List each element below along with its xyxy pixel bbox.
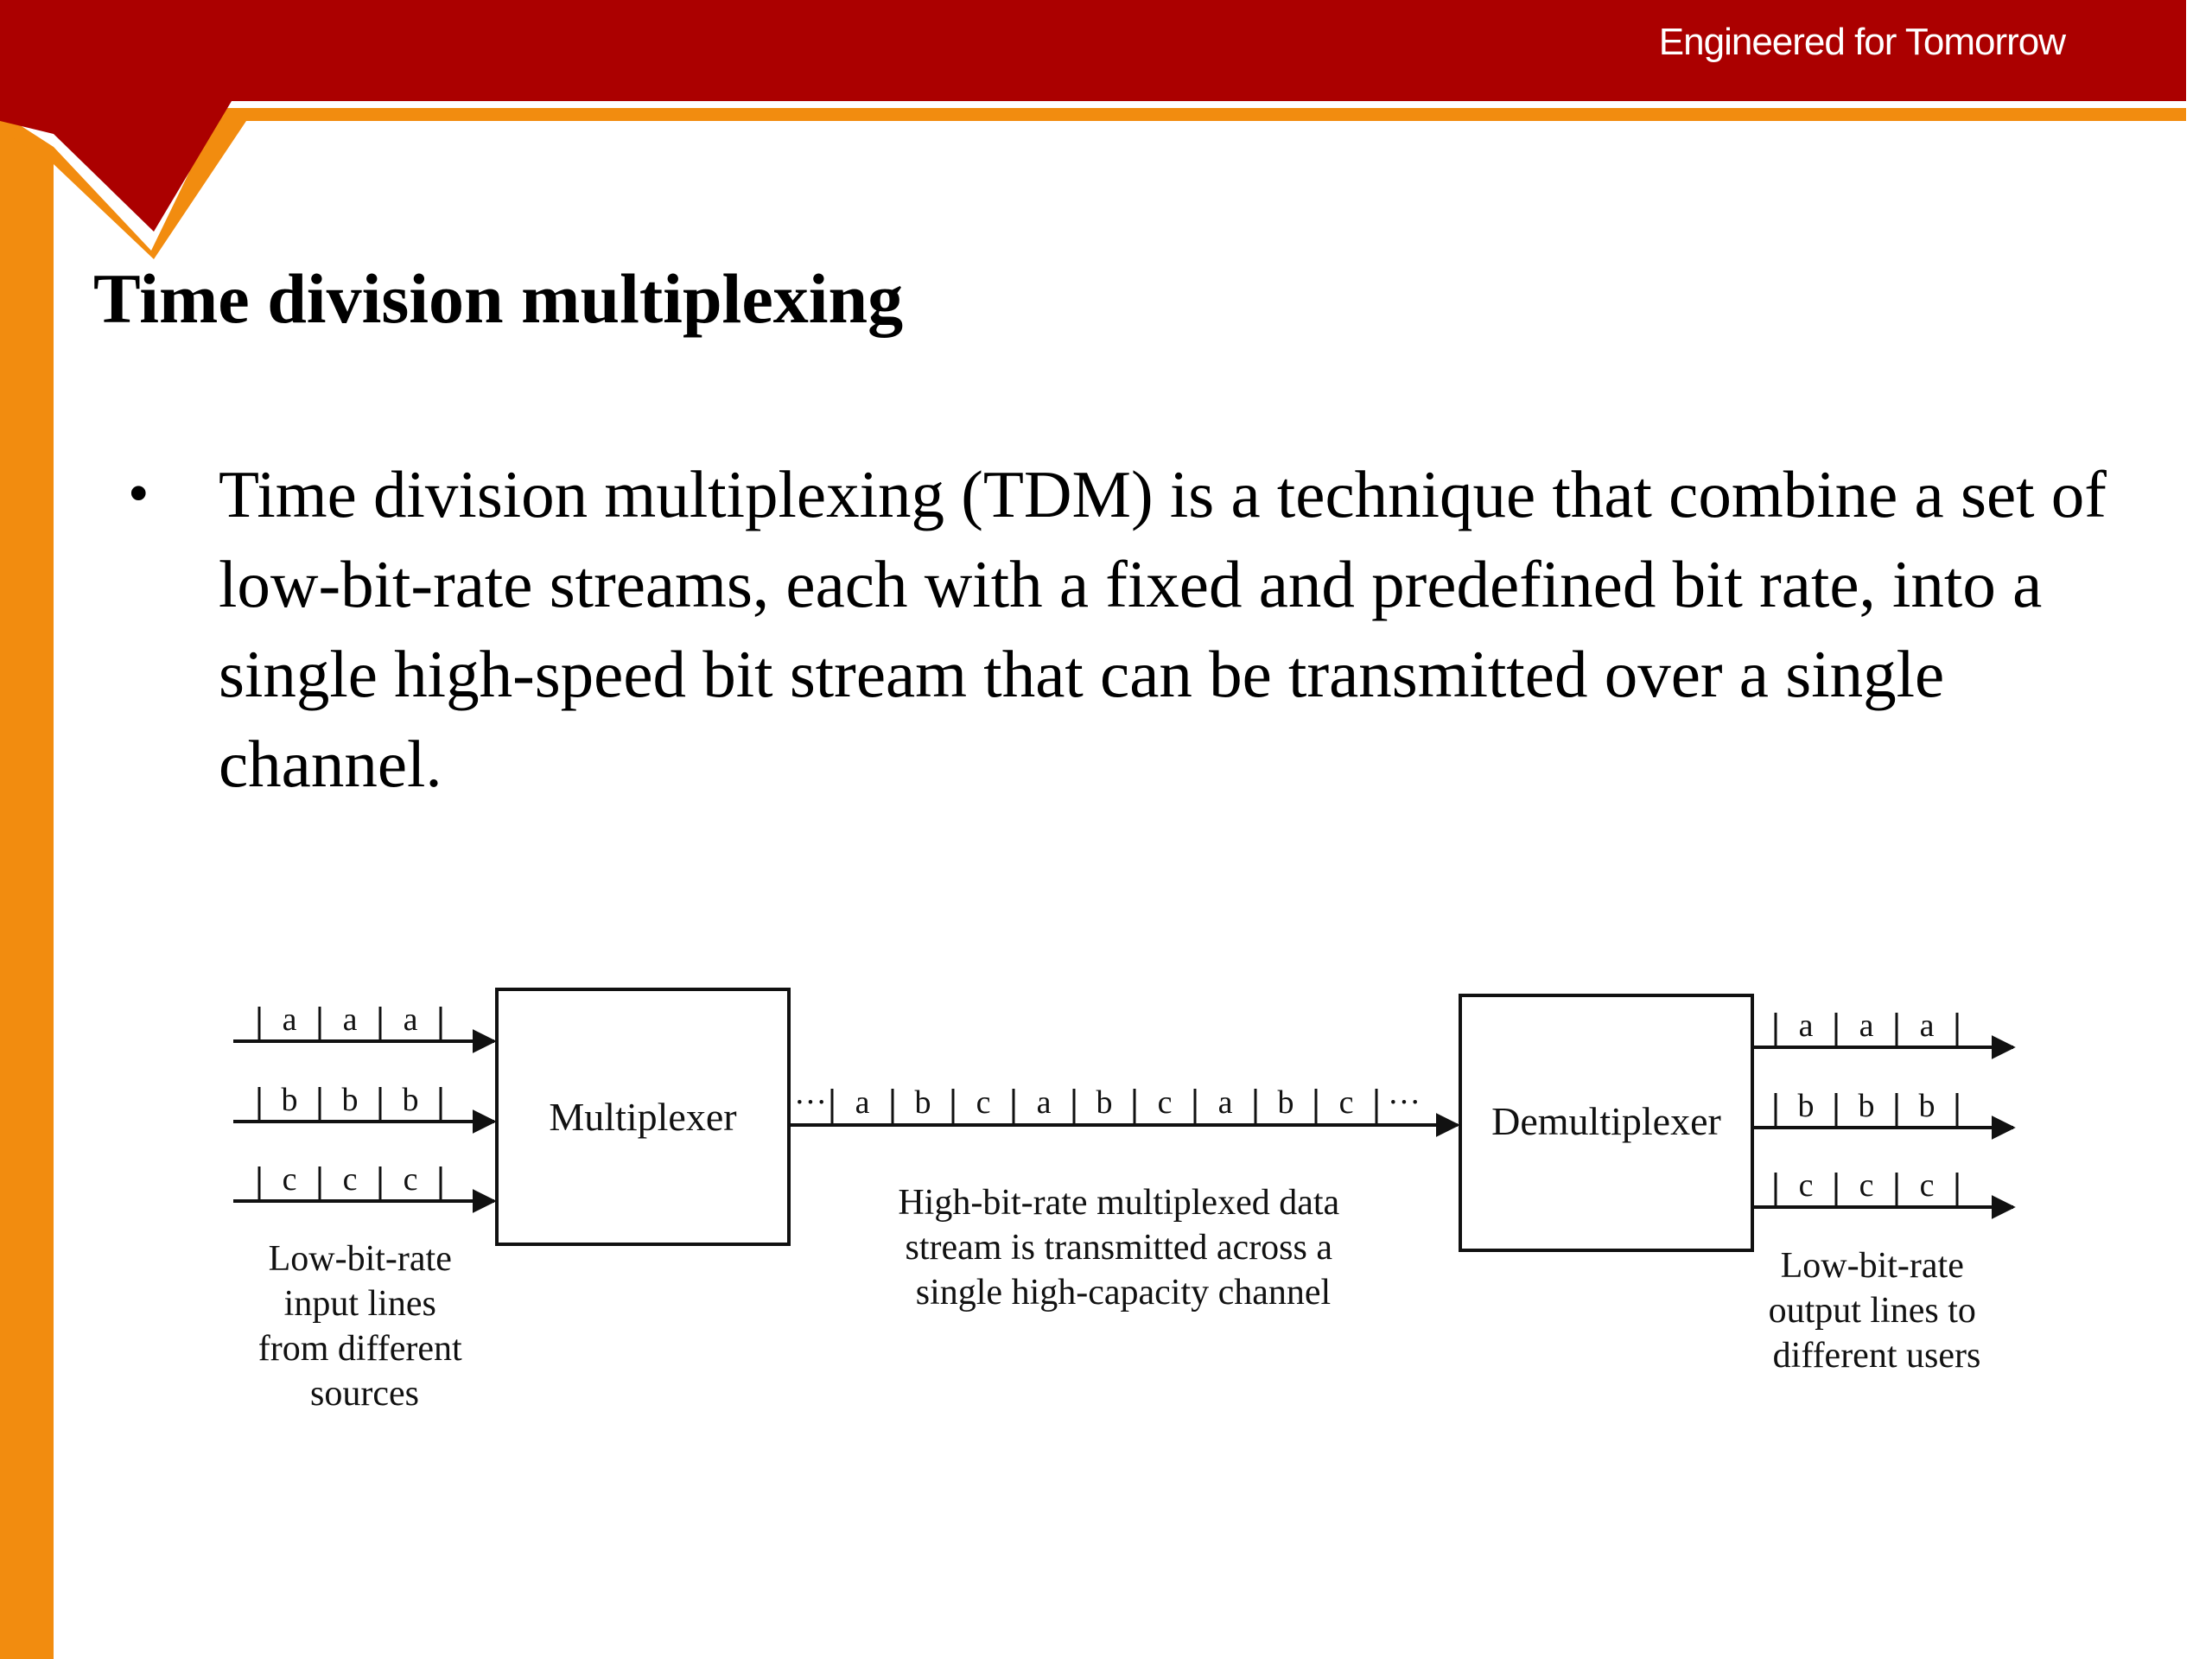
slot-label: b	[1096, 1084, 1113, 1121]
slot-label: a	[1217, 1084, 1233, 1121]
slot-label: b	[1918, 1088, 1936, 1124]
tdm-diagram	[225, 976, 2022, 1443]
slide-title: Time division multiplexing	[93, 259, 904, 338]
slot-label: a	[1798, 1007, 1814, 1044]
bullet-list	[128, 449, 2133, 809]
multiplexer-label: Multiplexer	[549, 1095, 737, 1139]
output-line-a	[1752, 1007, 2013, 1047]
slot-label: a	[282, 1001, 297, 1038]
channel-ellipsis-right: ···	[1388, 1084, 1421, 1121]
slot-label: b	[1277, 1084, 1294, 1121]
slot-label: b	[341, 1082, 359, 1118]
bullet-item	[128, 449, 2133, 809]
slot-label: a	[403, 1001, 418, 1038]
channel-caption	[898, 1183, 1348, 1313]
input-line-b	[233, 1082, 494, 1122]
brand-tagline: Engineered for Tomorrow	[1658, 21, 2065, 63]
slot-label: c	[1919, 1167, 1935, 1204]
caption-line: from different	[257, 1329, 462, 1369]
caption-line: output lines to	[1768, 1291, 1976, 1331]
output-lines-caption	[1769, 1246, 1986, 1376]
demultiplexer-label: Demultiplexer	[1491, 1099, 1721, 1143]
slot-label: c	[282, 1161, 297, 1198]
channel-line	[789, 1084, 1458, 1125]
input-line-c	[233, 1161, 494, 1201]
caption-line: Low-bit-rate	[268, 1239, 452, 1279]
accent-chevron	[0, 108, 2186, 259]
channel-ellipsis-left: ···	[794, 1084, 827, 1121]
slot-label: c	[1338, 1084, 1354, 1121]
slot-label: c	[1798, 1167, 1814, 1204]
output-line-c	[1752, 1167, 2013, 1207]
accent-left-stripe	[0, 121, 54, 1659]
caption-line: input lines	[283, 1284, 436, 1324]
slot-label: c	[342, 1161, 358, 1198]
slot-label: a	[1036, 1084, 1052, 1121]
slot-label: c	[403, 1161, 418, 1198]
input-lines-caption	[258, 1239, 471, 1414]
slot-label: a	[1859, 1007, 1874, 1044]
slot-label: b	[402, 1082, 419, 1118]
slot-label: a	[855, 1084, 870, 1121]
caption-line: stream is transmitted across a	[905, 1228, 1333, 1268]
slot-label: a	[342, 1001, 358, 1038]
bullet-dot-icon: •	[128, 461, 149, 527]
slot-label: b	[1858, 1088, 1875, 1124]
caption-line: High-bit-rate multiplexed data	[898, 1183, 1340, 1223]
caption-line: sources	[310, 1374, 419, 1414]
bullet-text: Time division multiplexing (TDM) is a technique that combine a set of low-bit-rate streams, each with a fixed and predefined bit rate, into a single high-speed bit stream that can be transmitted over a single channel.	[219, 457, 2107, 801]
slot-label: b	[1797, 1088, 1815, 1124]
caption-line: single high-capacity channel	[915, 1273, 1332, 1313]
slot-label: c	[1859, 1167, 1874, 1204]
slot-label: b	[281, 1082, 298, 1118]
slot-label: b	[914, 1084, 931, 1121]
output-line-b	[1752, 1088, 2013, 1128]
input-line-a	[233, 1001, 494, 1041]
slot-label: a	[1919, 1007, 1935, 1044]
slot-label: c	[1157, 1084, 1173, 1121]
slot-label: c	[976, 1084, 991, 1121]
caption-line: Low-bit-rate	[1780, 1246, 1964, 1286]
caption-line: different users	[1772, 1336, 1981, 1376]
